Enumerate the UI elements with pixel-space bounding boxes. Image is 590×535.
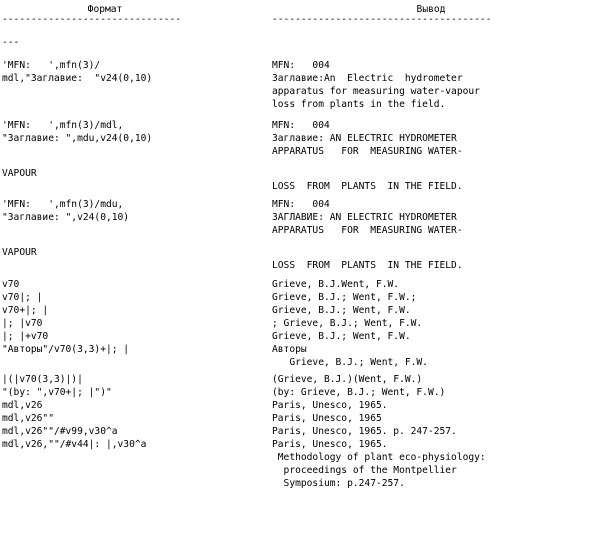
output-line: loss from plants in the field. xyxy=(272,99,446,110)
output-line: Paris, Unesco, 1965. p. 247-257. xyxy=(272,426,457,437)
format-line: v70+|; | xyxy=(2,305,49,316)
format-line: "Заглавие: ",v24(0,10) xyxy=(2,212,130,223)
output-line: Grieve, B.J.Went, F.W. xyxy=(272,279,400,290)
format-line: |(|v70(3,3)|)| xyxy=(2,374,83,385)
format-line: v70 xyxy=(2,279,20,290)
format-line: |; |+v70 xyxy=(2,331,49,342)
output-line: ЗАГЛАВИЕ: AN ELECTRIC HYDROMETER xyxy=(272,212,457,223)
format-line: mdl,v26"" xyxy=(2,413,54,424)
format-line: VAPOUR xyxy=(2,168,37,179)
output-line: Paris, Unesco, 1965. xyxy=(272,400,388,411)
output-header-rule: -------------------------------------- xyxy=(272,14,492,25)
format-line: mdl,"Заглавие: "v24(0,10) xyxy=(2,73,153,84)
output-line: Grieve, B.J.; Went, F.W. xyxy=(272,357,428,368)
output-line: ; Grieve, B.J.; Went, F.W. xyxy=(272,318,423,329)
format-line: 'MFN: ',mfn(3)/mdu, xyxy=(2,199,124,210)
output-line: Grieve, B.J.; Went, F.W.; xyxy=(272,292,417,303)
output-line: Methodology of plant eco-physiology: xyxy=(272,452,486,463)
output-line: proceedings of the Montpellier xyxy=(272,465,457,476)
format-header-rule: ------------------------------- xyxy=(2,14,182,25)
format-line: VAPOUR xyxy=(2,247,37,258)
format-line: mdl,v26""/#v99,v30^a xyxy=(2,426,118,437)
output-line: MFN: 004 xyxy=(272,120,330,131)
format-line: mdl,v26,""/#v44|: |,v30^a xyxy=(2,439,147,450)
output-line: APPARATUS FOR MEASURING WATER- xyxy=(272,225,463,236)
output-line: apparatus for measuring water-vapour xyxy=(272,86,480,97)
format-line: "(by: ",v70+|; |")" xyxy=(2,387,112,398)
output-line: Grieve, B.J.; Went, F.W. xyxy=(272,331,411,342)
output-line: APPARATUS FOR MEASURING WATER- xyxy=(272,146,463,157)
output-line: Заглавие:An Electric hydrometer xyxy=(272,73,463,84)
output-line: MFN: 004 xyxy=(272,60,330,71)
output-line: Paris, Unesco, 1965. xyxy=(272,439,388,450)
format-column-header: Формат xyxy=(87,4,123,15)
format-line: v70|; | xyxy=(2,292,43,303)
output-line: (by: Grieve, B.J.; Went, F.W.) xyxy=(272,387,446,398)
format-line: 'MFN: ',mfn(3)/ xyxy=(2,60,101,71)
output-line: (Grieve, B.J.)(Went, F.W.) xyxy=(272,374,423,385)
output-line: Symposium: p.247-257. xyxy=(272,478,405,489)
output-column-header: Вывод xyxy=(416,4,446,15)
format-line: |; |v70 xyxy=(2,318,43,329)
format-line: "Заглавие: ",mdu,v24(0,10) xyxy=(2,133,153,144)
output-line: Paris, Unesco, 1965 xyxy=(272,413,382,424)
output-line: LOSS FROM PLANTS IN THE FIELD. xyxy=(272,260,463,271)
format-line: mdl,v26 xyxy=(2,400,43,411)
format-line: --- xyxy=(2,37,20,48)
output-line: Grieve, B.J.; Went, F.W. xyxy=(272,305,411,316)
output-line: MFN: 004 xyxy=(272,199,330,210)
format-line: 'MFN: ',mfn(3)/mdl, xyxy=(2,120,124,131)
output-line: Авторы xyxy=(272,344,307,355)
format-line: "Авторы"/v70(3,3)+|; | xyxy=(2,344,130,355)
output-line: LOSS FROM PLANTS IN THE FIELD. xyxy=(272,181,463,192)
output-line: Заглавие: AN ELECTRIC HYDROMETER xyxy=(272,133,457,144)
